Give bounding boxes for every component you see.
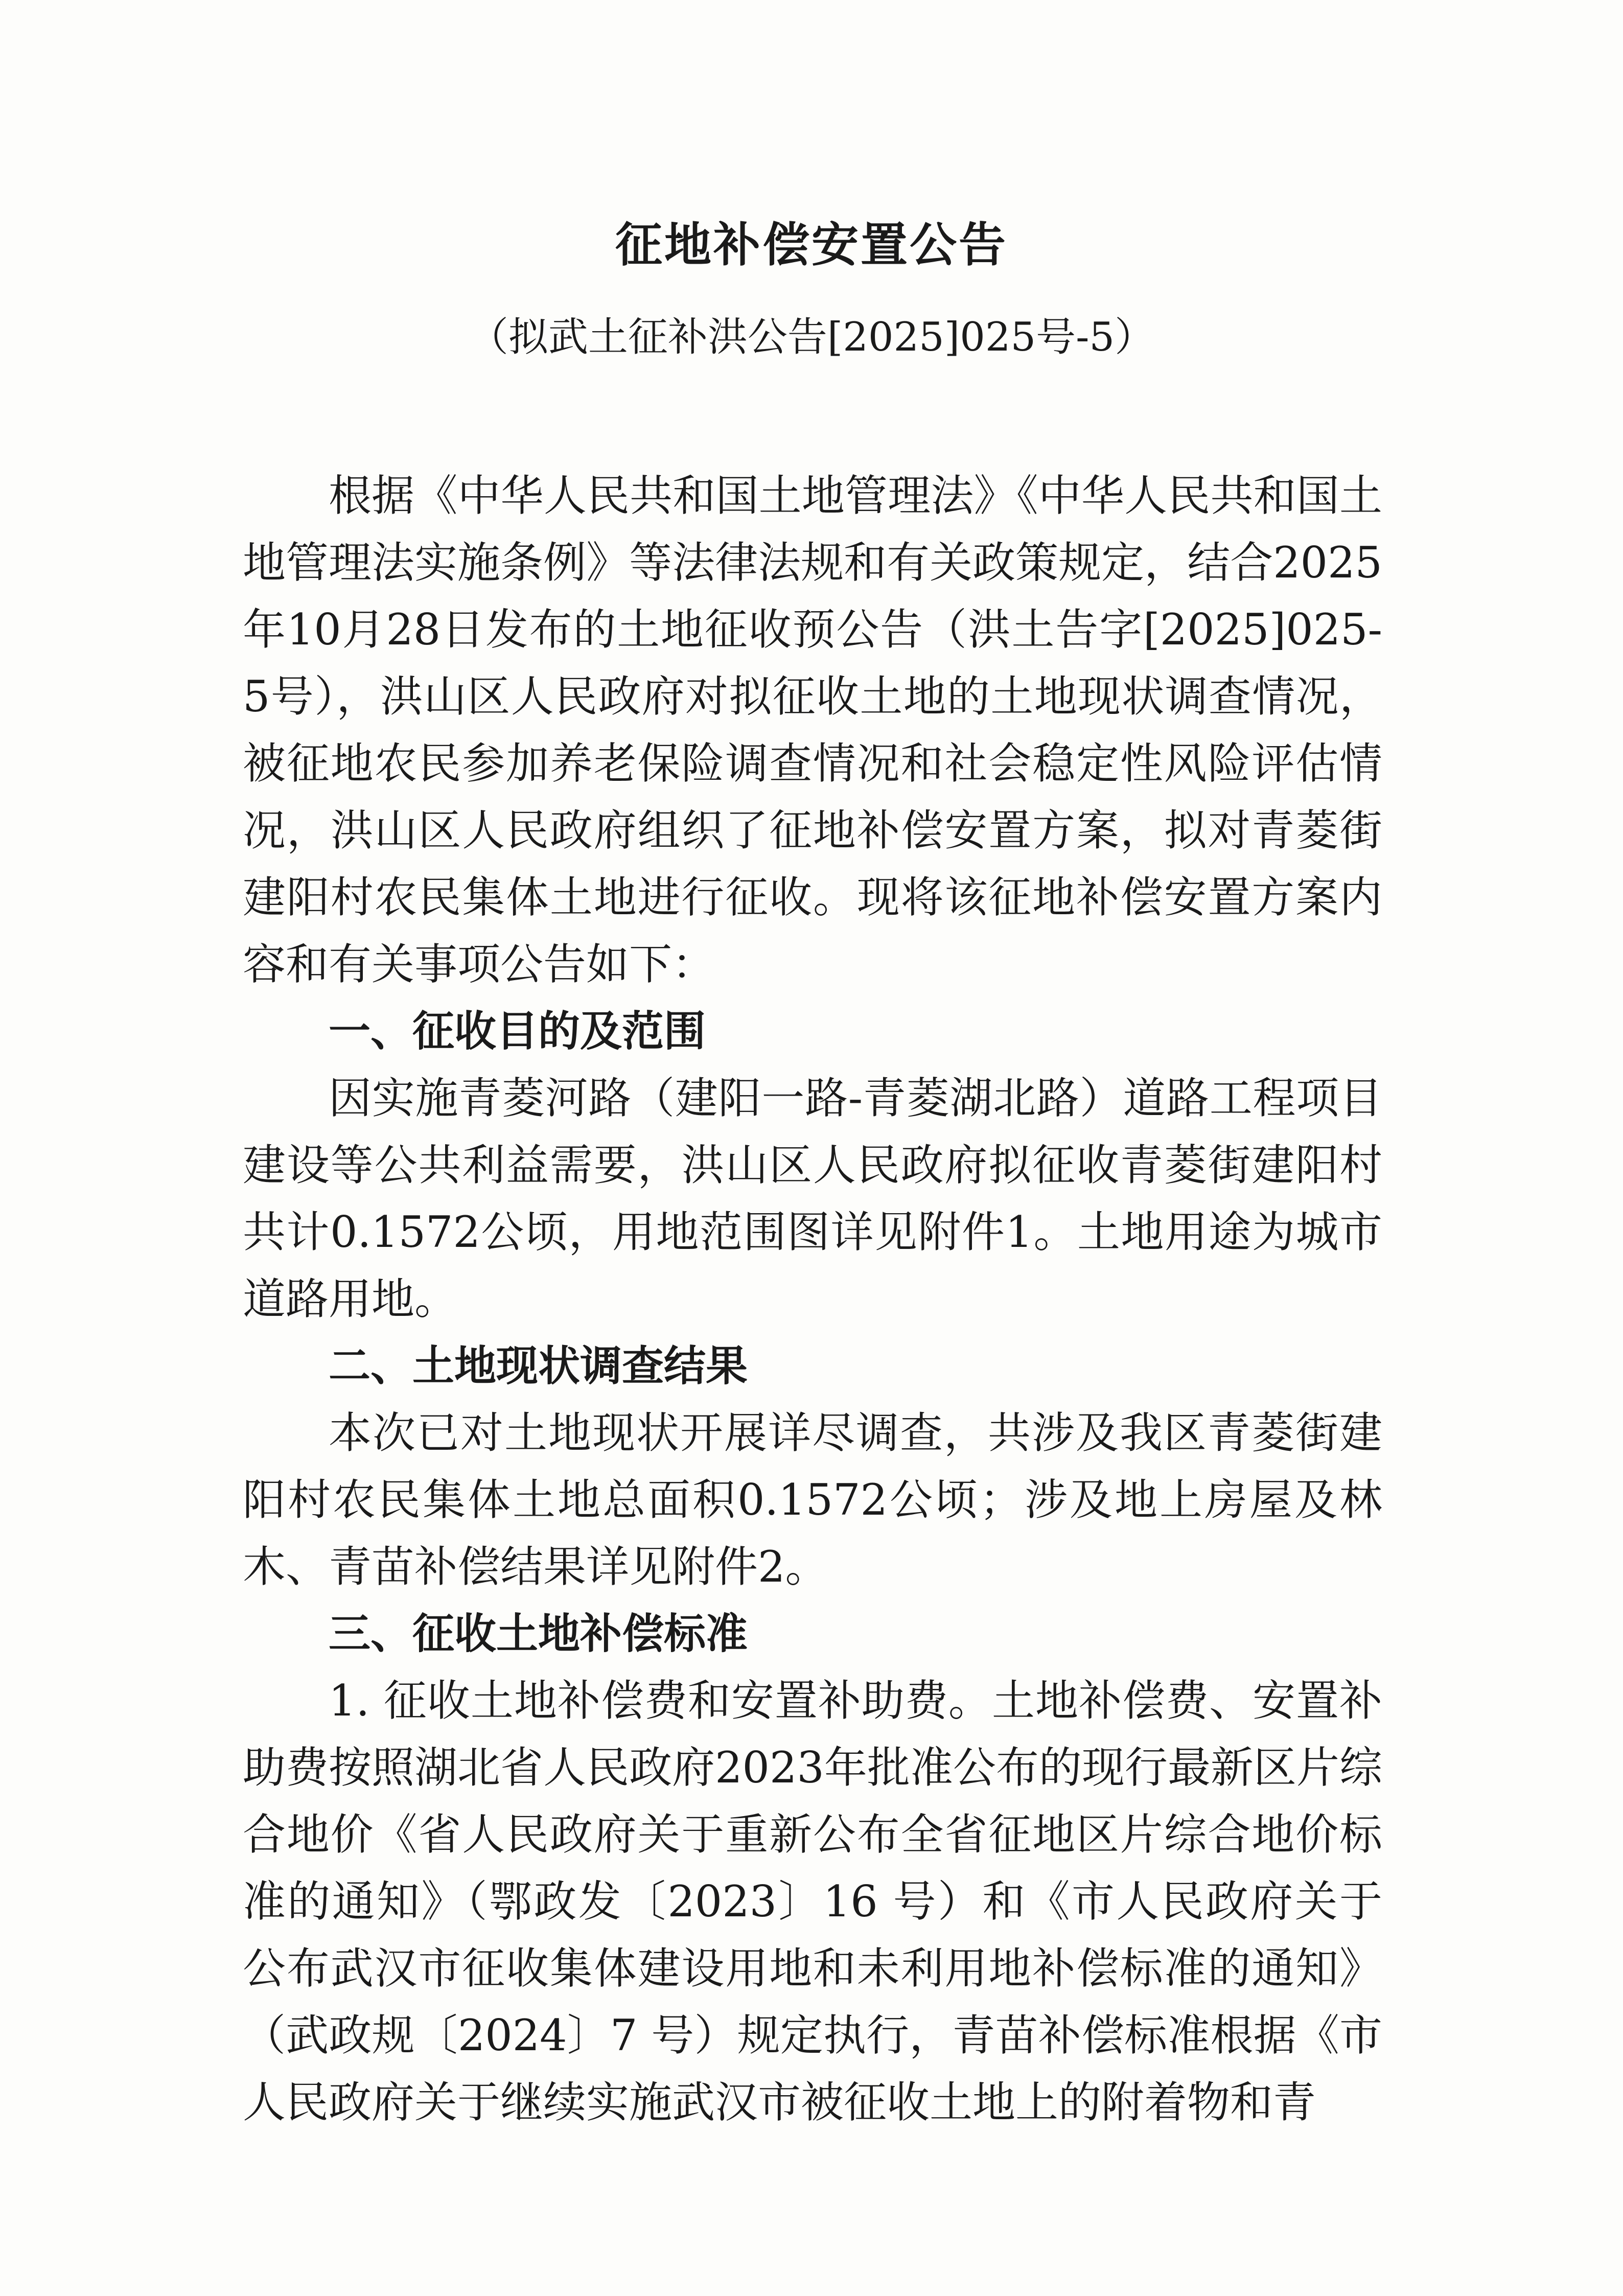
section-heading-standards: 三、征收土地补偿标准: [329, 1610, 748, 1658]
document-body: [243, 462, 1382, 2136]
section-text-purpose: 因实施青菱河路（建阳一路-青菱湖北路）道路工程项目建设等公共利益需要，洪山区人民政府拟征收青菱街建阳村共计0.1572公顷，用地范围图详见附件1。土地用途为城市道路用地。: [243, 1073, 1382, 1324]
section-text-standards: 1. 征收土地补偿费和安置补助费。土地补偿费、安置补助费按照湖北省人民政府2023年批准公布的现行最新区片综合地价《省人民政府关于重新公布全省征地区片综合地价标准的通知》（鄂政发〔2023〕16 号）和《市人民政府关于公布武汉市征收集体建设用地和未利用地补偿标准的通知》（武政规〔2024〕7 号）规定执行，青苗补偿标准根据《市人民政府关于继续实施武汉市被征收土地上的附着物和青: [243, 1676, 1382, 2127]
document-number: （拟武土征补洪公告[2025]025号-5）: [468, 314, 1155, 360]
section-heading-survey: 二、土地现状调查结果: [329, 1342, 748, 1390]
section-text-survey: 本次已对土地现状开展详尽调查，共涉及我区青菱街建阳村农民集体土地总面积0.1572公顷；涉及地上房屋及林木、青苗补偿结果详见附件2。: [243, 1408, 1382, 1592]
section-heading-purpose: 一、征收目的及范围: [329, 1007, 706, 1056]
intro-paragraph: 根据《中华人民共和国土地管理法》《中华人民共和国土地管理法实施条例》等法律法规和有关政策规定，结合2025年10月28日发布的土地征收预公告（洪土告字[2025]025-5号），洪山区人民政府对拟征收土地的土地现状调查情况，被征地农民参加养老保险调查情况和社会稳定性风险评估情况，洪山区人民政府组织了征地补偿安置方案，拟对青菱街建阳村农民集体土地进行征收。现将该征地补偿安置方案内容和有关事项公告如下：: [243, 471, 1382, 989]
document-title: 征地补偿安置公告: [615, 218, 1008, 272]
